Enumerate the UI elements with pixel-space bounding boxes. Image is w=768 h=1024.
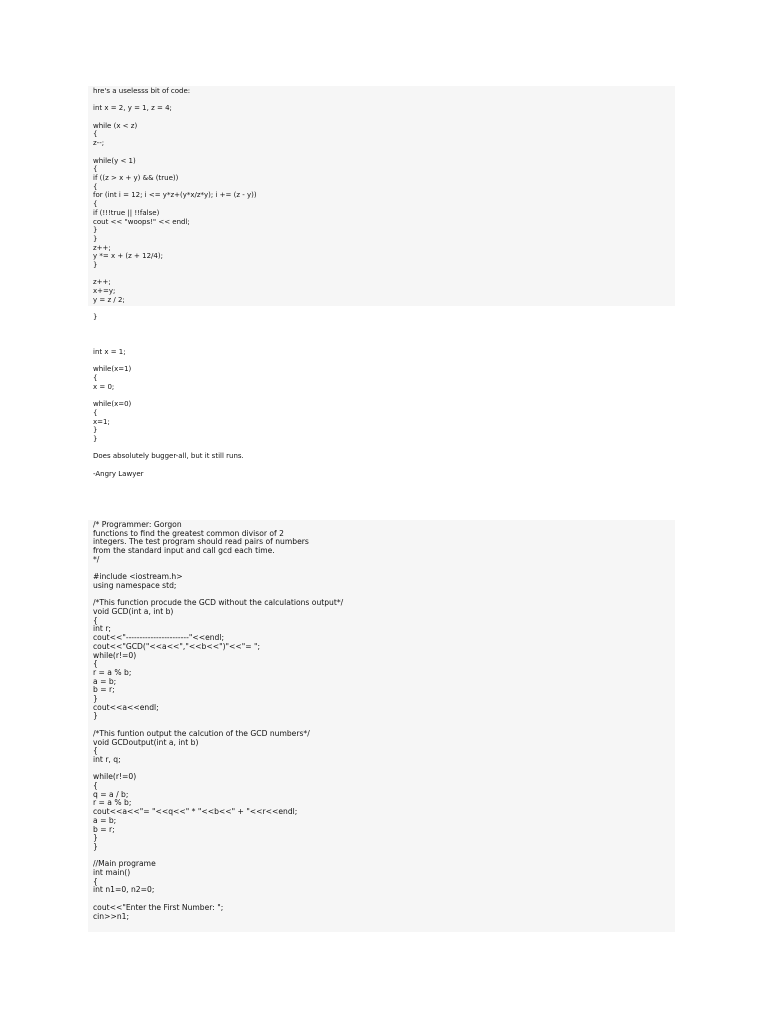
code-line: y = z / 2; [93,295,125,304]
code-line: y *= x + (z + 12/4); [93,252,163,261]
code-line: hre's a uselesss bit of code: [93,87,191,95]
code-line: } [93,313,98,322]
code-line: if ((z > x + y) && (true)) [93,173,179,182]
code-line: cin>>n1; [93,911,130,921]
code-line: { [93,182,98,191]
code-line: } [93,226,98,235]
code-line: void GCDoutput(int a, int b) [93,737,199,747]
code-line: q = a / b; [93,789,129,799]
code-line: int x = 2, y = 1, z = 4; [93,104,172,113]
code-line: while(r!=0) [93,772,137,782]
code-line: for (int i = 12; i <= y*z+(y*x/z*y); i += (z - y)) [93,191,257,200]
code-line: x=1; [93,417,110,426]
code-line: /*This function procude the GCD without the calculations output*/ [93,598,344,608]
code-line: { [93,165,98,174]
code-line: while(x=1) [93,365,132,374]
code-line: x+=y; [93,287,116,296]
code-line: /* Programmer: Gorgon [93,520,182,529]
code-line: } [93,694,98,704]
code-line: while(x=0) [93,400,132,409]
code-line: } [93,711,98,721]
code-line: a = b; [93,815,117,825]
code-line: int x = 1; [93,347,126,356]
code-line [93,765,673,774]
code-line: r = a % b; [93,667,132,677]
code-line: integers. The test program should read pairs of numbers [93,537,309,547]
code-line [93,113,673,122]
code-line: } [93,426,98,435]
code-line [93,461,673,470]
post-useless-code [93,87,673,478]
code-line: b = r; [93,824,115,834]
code-line [93,322,673,331]
code-line: cout<<"GCD("<<a<<","<<b<<")"<<"= "; [93,641,261,651]
code-line: { [93,781,98,791]
code-line: from the standard input and call gcd each time. [93,546,275,556]
code-line: void GCD(int a, int b) [93,607,174,616]
code-line: { [93,876,98,886]
code-line [93,339,673,348]
code-line: { [93,746,98,756]
code-line: while(y < 1) [93,156,136,165]
code-line: { [93,408,98,417]
code-line: { [93,374,98,383]
code-line: x = 0; [93,382,115,391]
code-line: } [93,833,98,843]
code-line: } [93,234,98,243]
code-line: while (x < z) [93,121,138,130]
code-line: r = a % b; [93,798,132,808]
code-line: cout<<a<<endl; [93,702,159,712]
code-line: a = b; [93,676,117,686]
code-line: int r, q; [93,754,121,764]
code-line: z--; [93,139,105,148]
code-line [93,391,673,400]
code-line: { [93,615,98,625]
code-line: } [93,841,98,851]
code-line [93,270,673,279]
code-line [93,148,673,157]
code-line: -Angry Lawyer [93,469,144,478]
code-line: { [93,130,98,139]
code-line [93,305,673,314]
code-line [93,331,673,340]
code-line: while(r!=0) [93,650,137,660]
code-line [93,444,673,453]
code-line: z++; [93,243,111,252]
code-line: */ [93,554,100,564]
code-line: int n1=0, n2=0; [93,885,155,895]
code-line: using namespace std; [93,580,177,590]
code-line: } [93,434,98,443]
code-line [93,96,673,105]
code-line: z++; [93,278,111,287]
code-line: if (!!!true || !!false) [93,208,160,217]
code-line: cout<<"-----------------------"<<endl; [93,633,225,643]
post-gcd-program [93,521,673,921]
code-line [93,357,673,366]
code-line [93,852,673,861]
code-line: cout<<"Enter the First Number: "; [93,902,224,912]
code-line: cout << "woops!" << endl; [93,217,190,226]
code-line: functions to find the greatest common divisor of 2 [93,528,284,538]
code-line: b = r; [93,685,115,695]
code-line: /*This funtion output the calcution of the GCD numbers*/ [93,728,310,738]
code-line: int main() [93,868,131,878]
code-line: #include <iostream.h> [93,572,183,582]
code-line: { [93,659,98,669]
code-line: Does absolutely bugger-all, but it still runs. [93,452,244,461]
code-line: { [93,200,98,209]
code-line: cout<<a<<"= "<<q<<" * "<<b<<" + "<<r<<endl; [93,807,298,817]
code-line: } [93,261,98,270]
code-line: int r; [93,624,111,634]
code-line: //Main programe [93,859,156,869]
